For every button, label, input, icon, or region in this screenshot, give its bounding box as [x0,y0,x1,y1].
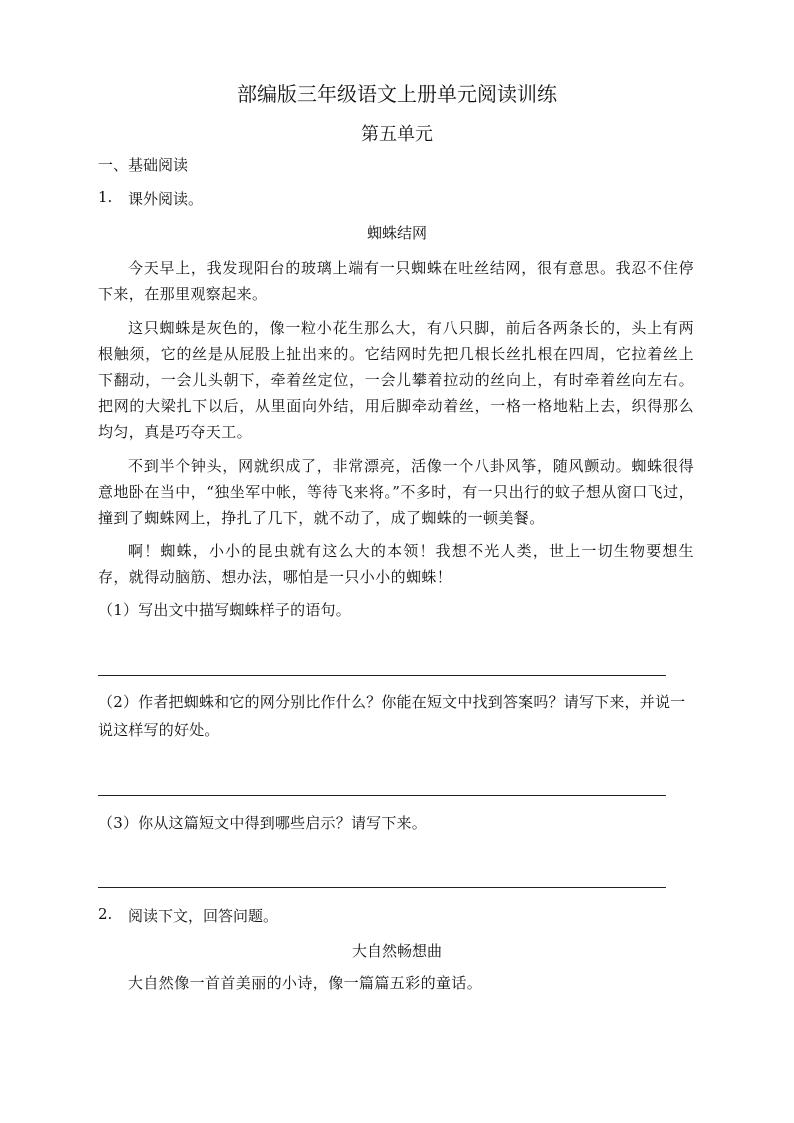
passage-1-paragraph-3: 不到半个钟头，网就织成了，非常漂亮，活像一个八卦风筝，随风颤动。蜘蛛很得意地卧在当中，“独坐军中帐，等待飞来将。”不多时，有一只出行的蚊子想从窗口飞过，撞到了蜘蛛网上，挣扎了几下，就不动了，成了蜘蛛的一顿美餐。 [98,457,694,527]
passage-1-title: 蜘蛛结网 [366,224,427,242]
sub-question-1: （1）写出文中描写蜘蛛样子的语句。 [98,601,351,619]
sub-question-3: （3）你从这篇短文中得到哪些启示？请写下来。 [98,814,427,832]
question-1-number: 1. [98,188,113,206]
answer-line-1[interactable] [98,675,666,676]
question-2-number: 2. [98,905,113,923]
answer-line-2[interactable] [98,795,666,796]
sub-question-2: （2）作者把蜘蛛和它的网分别比作什么？你能在短文中找到答案吗？请写下来，并说一说这样写的好处。 [98,693,686,739]
document-title: 部编版三年级语文上册单元阅读训练 [237,82,557,106]
passage-2-title: 大自然畅想曲 [351,942,442,960]
answer-line-3[interactable] [98,887,666,888]
passage-1-paragraph-2: 这只蜘蛛是灰色的，像一粒小花生那么大，有八只脚，前后各两条长的，头上有两根触须，它的丝是从屁股上扯出来的。它结网时先把几根长丝扎根在四周，它拉着丝上下翻动，一会儿头朝下，牵着丝定位，一会儿攀着拉动的丝向上，有时牵着丝向左右。把网的大梁扎下以后，从里面向外结，用后脚牵动着丝，一格一格地粘上去，织得那么均匀，真是巧夺天工。 [98,319,694,441]
passage-1-paragraph-1: 今天早上，我发现阳台的玻璃上端有一只蜘蛛在吐丝结网，很有意思。我忍不住停下来，在那里观察起来。 [98,259,694,303]
unit-title: 第五单元 [361,124,433,145]
passage-2-paragraph-1: 大自然像一首首美丽的小诗，像一篇篇五彩的童话。 [128,974,483,992]
question-1-instruction: 课外阅读。 [128,190,204,208]
section-heading: 一、基础阅读 [98,156,189,174]
passage-1-paragraph-4: 啊！蜘蛛，小小的昆虫就有这么大的本领！我想不光人类，世上一切生物要想生存，就得动脑筋、想办法，哪怕是一只小小的蜘蛛！ [98,542,694,586]
question-2-instruction: 阅读下文，回答问题。 [128,907,279,925]
